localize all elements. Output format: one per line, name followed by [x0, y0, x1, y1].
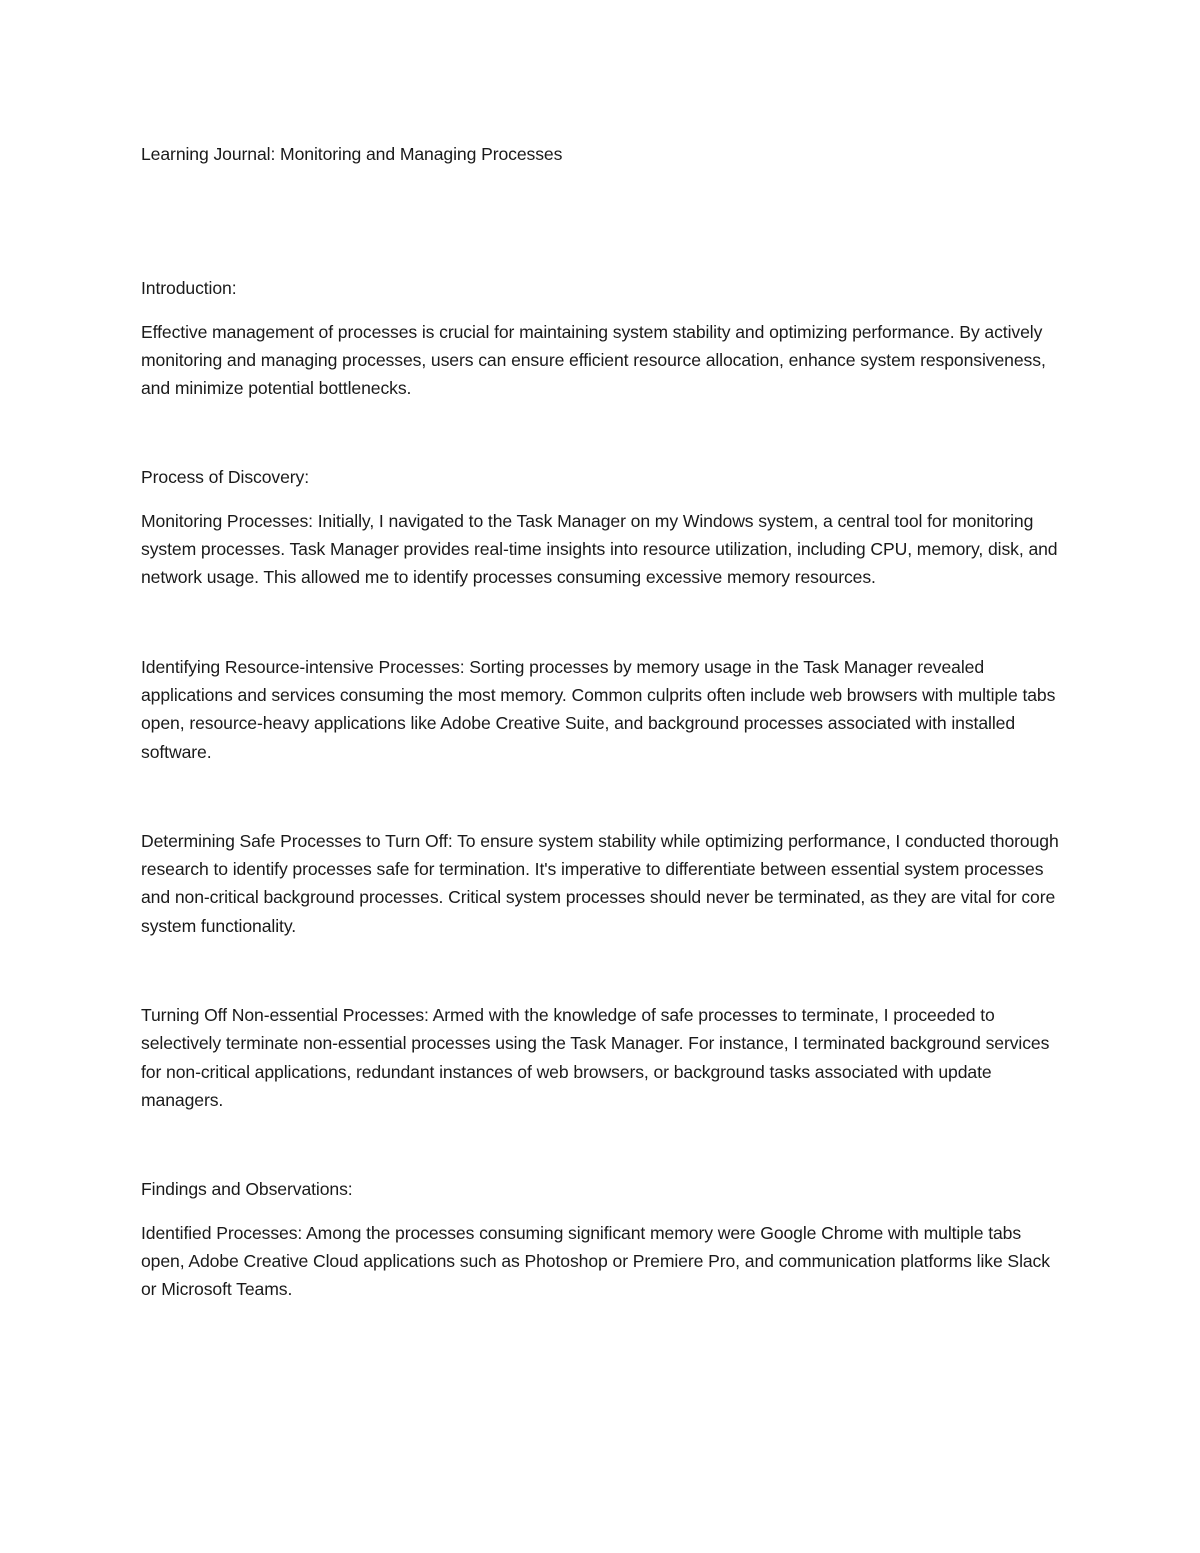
monitoring-processes-paragraph: Monitoring Processes: Initially, I navigated to the Task Manager on my Windows system, a central tool for monitoring system processes. Task Manager provides real-time insights into resource utilization, including CPU, memory, disk, and network usage. This allowed me to identify processes consuming excessive memory resources. — [141, 510, 1058, 588]
resource-intensive-paragraph: Identifying Resource-intensive Processes: Sorting processes by memory usage in the Task Manager revealed applications and services consuming the most memory. Common culprits often include web browsers with multiple tabs open, resource-heavy applications like Adobe Creative Suite, and background processes associated with installed software. — [141, 656, 1056, 762]
document-body — [141, 140, 1061, 1303]
discovery-heading: Process of Discovery: — [141, 467, 310, 488]
safe-processes-paragraph: Determining Safe Processes to Turn Off: To ensure system stability while optimizing performance, I conducted thorough research to identify processes safe for termination. It's imperative to differentiate between essential system processes and non-critical background processes. Critical system processes should never be terminated, as they are vital for core system functionality. — [141, 830, 1059, 936]
identified-processes-paragraph: Identified Processes: Among the processes consuming significant memory were Google Chrome with multiple tabs open, Adobe Creative Cloud applications such as Photoshop or Premiere Pro, and communication platforms like Slack or Microsoft Teams. — [141, 1222, 1050, 1300]
document-title: Learning Journal: Monitoring and Managing Processes — [141, 144, 563, 164]
introduction-heading: Introduction: — [141, 278, 237, 299]
turning-off-paragraph: Turning Off Non-essential Processes: Armed with the knowledge of safe processes to terminate, I proceeded to selectively terminate non-essential processes using the Task Manager. For instance, I terminated background services for non-critical applications, redundant instances of web browsers, or background tasks associated with update managers. — [141, 1005, 1050, 1110]
introduction-paragraph: Effective management of processes is crucial for maintaining system stability and optimizing performance. By actively monitoring and managing processes, users can ensure efficient resource allocation, enhance system responsiveness, and minimize potential bottlenecks. — [141, 321, 1046, 399]
findings-heading: Findings and Observations: — [141, 1179, 353, 1200]
